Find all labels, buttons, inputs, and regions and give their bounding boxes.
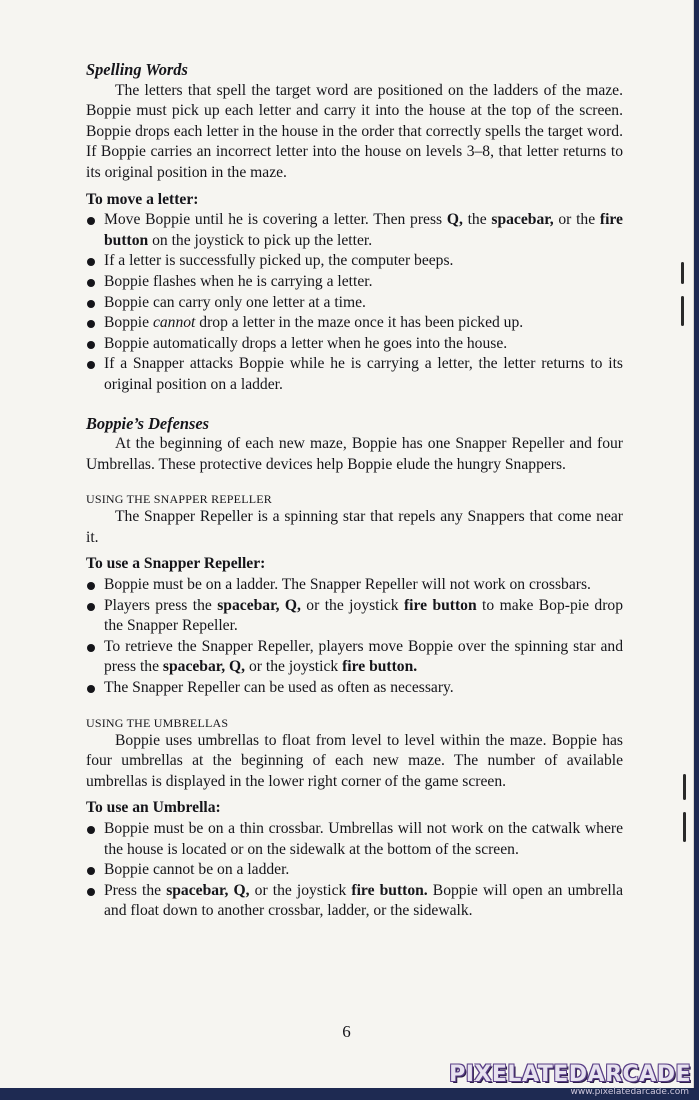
bullet-text: If a Snapper attacks Boppie while he is carrying a letter, the letter returns to its original position on a ladder.: [104, 355, 623, 393]
use-repeller-heading: To use a Snapper Repeller:: [86, 555, 266, 573]
list-item: [86, 272, 623, 293]
key-fire-button: fire button: [104, 211, 623, 249]
list-item: [86, 313, 623, 334]
bullet-text: drop a letter in the maze once it has been picked up.: [195, 314, 524, 332]
bullet-icon: [87, 582, 95, 590]
spelling-words-paragraph: The letters that spell the target word are positioned on the ladders of the maze. Boppie must pick up each letter and carry it into the house at the top of the screen. Boppie drops each letter in the house in the order that correctly spells the target word. If Boppie carries an incorrect letter into the house on levels 3–8, that letter returns to its original position in the maze.: [86, 81, 623, 181]
use-umbrella-heading: To use an Umbrella:: [86, 799, 221, 817]
list-item: [86, 334, 623, 355]
bullet-text: to make Bop-pie drop the Snapper Repeller.: [104, 596, 623, 635]
bullet-text: To retrieve the Snapper Repeller, players move Boppie over the spinning star and press the: [104, 637, 623, 676]
spelling-words-title: Spelling Words: [86, 60, 188, 79]
key-fire-button: fire button: [403, 596, 477, 614]
bullet-icon: [87, 685, 95, 693]
umbrellas-paragraph: Boppie uses umbrellas to float from level to level within the maze. Boppie has four umbrellas at the beginning of each new maze. The number of available umbrellas is displayed in the lower right corner of the game screen.: [86, 731, 623, 790]
repeller-list: [86, 575, 623, 699]
watermark-logo: PIXELATEDARCADE: [449, 1062, 691, 1087]
list-item: [86, 251, 623, 272]
list-item: [86, 293, 623, 314]
bullet-icon: [87, 644, 95, 652]
move-letter-heading: To move a letter:: [86, 190, 199, 208]
bullet-text: or the: [553, 211, 600, 229]
move-letter-list: [86, 210, 623, 395]
page-content: [86, 60, 623, 922]
bullet-text: Boppie: [104, 314, 153, 332]
staple-mark-lower-2: [683, 812, 686, 842]
bullet-text: If a letter is successfully picked up, the computer beeps.: [104, 252, 454, 270]
bullet-text: Players press the: [104, 596, 218, 614]
bullet-icon: [87, 888, 95, 896]
bullet-text: on the joystick to pick up the letter.: [148, 231, 373, 249]
umbrellas-caps-heading: USING THE UMBRELLAS: [86, 715, 229, 730]
bullet-text: Boppie must be on a thin crossbar. Umbrellas will not work on the catwalk where the house is located or on the sidewalk at the bottom of the screen.: [104, 820, 623, 858]
repeller-paragraph: The Snapper Repeller is a spinning star that repels any Snappers that come near it.: [86, 508, 623, 546]
list-item: [86, 575, 623, 596]
bullet-icon: [87, 217, 95, 225]
bullet-text: or the joystick: [245, 658, 343, 676]
page-number: 6: [342, 1022, 351, 1041]
list-item: [86, 819, 623, 860]
boppies-defenses-title: Boppie’s Defenses: [86, 413, 210, 433]
list-item: [86, 210, 623, 251]
key-spacebar: spacebar,: [491, 211, 554, 229]
bullet-text: Boppie cannot be on a ladder.: [104, 861, 290, 879]
key-q: Q,: [446, 211, 463, 229]
bullet-text: or the joystick: [249, 881, 352, 899]
key-spacebar-q: spacebar, Q,: [162, 658, 246, 676]
staple-mark-upper-2: [681, 296, 684, 326]
key-fire-button: fire button.: [351, 881, 428, 899]
watermark-url: www.pixelatedarcade.com: [570, 1087, 689, 1097]
bullet-text: Boppie automatically drops a letter when he goes into the house.: [104, 334, 508, 352]
list-item: [86, 860, 623, 881]
list-item: [86, 881, 623, 922]
bullet-icon: [87, 867, 95, 875]
emphasis-text: cannot: [152, 314, 196, 332]
list-item: [86, 596, 623, 637]
key-spacebar-q: spacebar, Q,: [166, 881, 250, 899]
bullet-text: The Snapper Repeller can be used as often as necessary.: [104, 679, 454, 697]
list-item: [86, 678, 623, 699]
bullet-icon: [87, 279, 95, 287]
bullet-icon: [87, 258, 95, 266]
bullet-text: Boppie will open an umbrella and float down to another crossbar, ladder, or the sidewalk.: [104, 881, 623, 920]
key-fire-button: fire button.: [342, 658, 418, 676]
bullet-text: Press the: [104, 881, 167, 899]
bullet-text: Boppie can carry only one letter at a time.: [104, 293, 366, 311]
bullet-icon: [87, 603, 95, 611]
defenses-paragraph: At the beginning of each new maze, Boppie has one Snapper Repeller and four Umbrellas. These protective devices help Boppie elude the hungry Snappers.: [86, 435, 623, 473]
umbrella-list: [86, 819, 623, 922]
key-spacebar-q: spacebar, Q,: [217, 596, 301, 614]
staple-mark-upper-1: [681, 262, 684, 284]
bullet-icon: [87, 320, 95, 328]
staple-mark-lower-1: [683, 774, 686, 800]
repeller-caps-heading: USING THE SNAPPER REPELLER: [86, 492, 272, 507]
bullet-icon: [87, 826, 95, 834]
bullet-text: or the joystick: [300, 596, 404, 614]
bullet-icon: [87, 300, 95, 308]
bullet-text: Boppie must be on a ladder. The Snapper Repeller will not work on crossbars.: [104, 576, 591, 594]
bullet-text: Move Boppie until he is covering a letter. Then press: [104, 211, 447, 229]
bullet-icon: [87, 341, 95, 349]
list-item: [86, 354, 623, 395]
bullet-text: Boppie flashes when he is carrying a letter.: [104, 272, 373, 290]
list-item: [86, 637, 623, 678]
bullet-icon: [87, 361, 95, 369]
bullet-text: the: [462, 211, 492, 229]
